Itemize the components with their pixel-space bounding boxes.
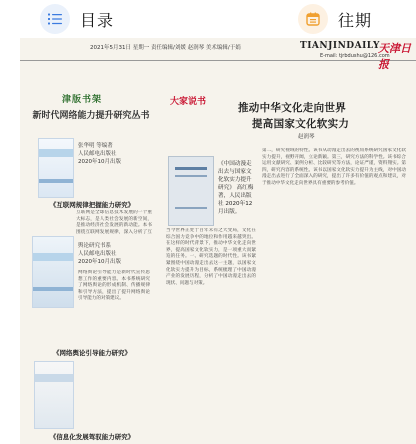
book-caption: 《中国动漫走出去与国家文化软实力提升研究》 高红梅著，人民出版社 2020年12月出版。 xyxy=(218,161,254,215)
article-title-line2: 提高国家文化软实力 xyxy=(252,118,350,130)
book-cover-image xyxy=(34,361,74,429)
book3-heading: 《信息化发展驾驭能力研究》 xyxy=(49,433,135,441)
masthead-email: E-mail: tjrbdushu@126.com xyxy=(320,53,390,59)
book2-heading: 《网络舆论引导能力研究》 xyxy=(53,349,131,357)
masthead-brand-en: TIANJINDAILY xyxy=(300,41,380,51)
list-icon xyxy=(40,4,70,34)
book1-text: 互联网是全球信息技术发展的一个重大标志，是人类社会发展的新空间，是推动经济社会发展的新动能。本书围绕互联网发展规律，深入分析了互 xyxy=(76,210,152,234)
newspaper-page[interactable] xyxy=(20,38,416,444)
book-cover-image xyxy=(32,236,74,308)
article-book-cover xyxy=(168,156,214,226)
series-title: 新时代网络能力提升研究丛书 xyxy=(32,111,150,121)
catalog-button[interactable] xyxy=(40,4,114,34)
book-cover-image xyxy=(38,138,74,198)
column-badge: 津版书架 xyxy=(62,95,103,105)
masthead-info: 2021年5月31日 星期一 责任编辑/刘媛 赵润琴 美术编辑/于娟 xyxy=(90,45,241,51)
book1-heading: 《互联网规律把握能力研究》 xyxy=(49,201,135,209)
book1-meta: 张华明 等编著 人民邮电出版社 2020年10月出版 xyxy=(78,143,121,165)
article-title-line1: 推动中华文化走向世界 xyxy=(238,102,346,114)
book2-text-top: 网络舆论引导能力是新时代宣传思想工作的重要内容。本书系统研究了网络舆论的形成机制、传播规律和引导方法，提出了提升网络舆论引导能力的对策建议。 xyxy=(78,270,150,302)
past-issues-button[interactable] xyxy=(298,4,372,34)
article-author: 赵润琴 xyxy=(298,134,315,140)
calendar-icon xyxy=(298,4,328,34)
past-issues-label: 往期 xyxy=(338,10,373,30)
masthead-brand-cn: 天津日报 xyxy=(378,42,411,71)
book-shelf-column xyxy=(24,86,156,444)
catalog-label: 目录 xyxy=(80,10,115,30)
article-badge: 大家说书 xyxy=(170,97,207,107)
article-column-1: 当今世界正处于百年未有之大变局，文化在综合国力竞争中的地位和作用越来越突出。在这样的时代背景下，推动中华文化走向世界，提高国家文化软实力，是一项重大而紧迫的任务。一、研究选题的时代性。该书紧紧围绕中国动漫走出去这一主题，以国家文化软实力提升为目标，系统梳理了中国动漫产业的发展历程，分析了中国动漫走出去的现状、问题与对策。 xyxy=(166,228,256,286)
article-column-2: 第二，研究视域的特性。该书从动漫走出去的视角系统研究国家文化软实力提升，视野开阔，立论新颖。第三，研究方法的科学性。该书综合运用文献研究、案例分析、比较研究等方法，论证严谨，资料翔实。第四，研究内容的系统性。该书以国家文化软实力提升为主线，对中国动漫走出去进行了全面深入的研究，提出了许多有价值的观点和建议，对于推动中华文化走向世界具有重要的参考价值。 xyxy=(262,148,406,186)
top-toolbar xyxy=(0,0,416,38)
masthead xyxy=(20,38,416,71)
book2-meta: 舆论研究书系 人民邮电出版社 2020年10月出版 xyxy=(78,243,121,265)
